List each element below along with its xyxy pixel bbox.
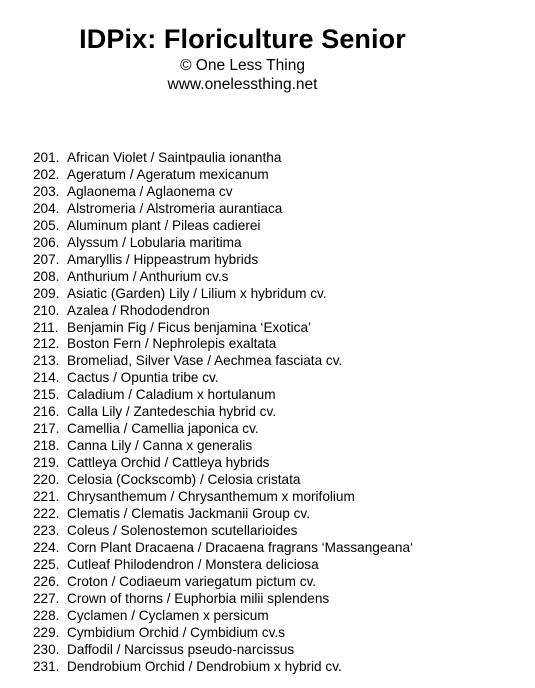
list-item xyxy=(33,150,413,167)
item-number: 220. xyxy=(33,472,60,488)
list-item xyxy=(33,387,413,404)
item-number: 227. xyxy=(33,590,60,606)
list-item xyxy=(33,286,413,303)
item-number: 222. xyxy=(33,506,60,522)
list-item xyxy=(33,523,413,540)
item-plant-name: Alstromeria / Alstromeria aurantiaca xyxy=(67,200,283,216)
list-item xyxy=(33,659,413,676)
item-number: 211. xyxy=(33,319,59,335)
item-number: 207. xyxy=(33,251,60,267)
item-number: 201. xyxy=(33,150,60,165)
list-item xyxy=(33,625,413,642)
item-number: 209. xyxy=(33,285,60,301)
item-plant-name: Crown of thorns / Euphorbia milii splendens xyxy=(67,590,330,606)
item-number: 216. xyxy=(33,404,60,420)
item-plant-name: Canna Lily / Canna x generalis xyxy=(67,438,253,454)
item-number: 210. xyxy=(33,302,60,318)
list-item xyxy=(33,404,413,421)
item-number: 212. xyxy=(33,336,60,352)
item-plant-name: Calla Lily / Zantedeschia hybrid cv. xyxy=(67,404,277,420)
list-item xyxy=(33,370,413,387)
document-title: IDPix: Floriculture Senior xyxy=(79,24,406,54)
item-plant-name: Azalea / Rhododendron xyxy=(67,302,210,318)
list-item xyxy=(33,472,413,489)
item-plant-name: Cymbidium Orchid / Cymbidium cv.s xyxy=(67,624,286,640)
item-number: 213. xyxy=(33,353,60,369)
item-number: 229. xyxy=(33,624,60,640)
copyright-line: © One Less Thing xyxy=(180,57,305,74)
list-item xyxy=(33,455,413,472)
item-plant-name: Cutleaf Philodendron / Monstera deliciosa xyxy=(67,556,319,572)
list-item xyxy=(33,540,413,557)
item-number: 230. xyxy=(33,641,60,657)
list-item xyxy=(33,167,413,184)
item-number: 203. xyxy=(33,183,60,199)
list-item xyxy=(33,269,413,286)
item-plant-name: Aluminum plant / Pileas cadierei xyxy=(67,217,261,233)
item-plant-name: Anthurium / Anthurium cv.s xyxy=(67,268,229,284)
list-item xyxy=(33,591,413,608)
item-plant-name: Asiatic (Garden) Lily / Lilium x hybridum cv. xyxy=(67,285,327,301)
item-plant-name: Bromeliad, Silver Vase / Aechmea fasciata cv. xyxy=(67,353,343,369)
list-item xyxy=(33,320,413,337)
item-plant-name: Coleus / Solenostemon scutellarioides xyxy=(67,522,298,538)
item-number: 204. xyxy=(33,200,60,216)
item-number: 217. xyxy=(33,421,60,437)
item-number: 219. xyxy=(33,455,60,471)
list-item xyxy=(33,201,413,218)
item-number: 215. xyxy=(33,387,60,403)
item-plant-name: Ageratum / Ageratum mexicanum xyxy=(67,166,269,182)
item-plant-name: Amaryllis / Hippeastrum hybrids xyxy=(67,251,259,267)
item-number: 205. xyxy=(33,217,60,233)
item-number: 221. xyxy=(33,489,60,505)
item-plant-name: Daffodil / Narcissus pseudo-narcissus xyxy=(67,641,295,657)
item-number: 218. xyxy=(33,438,60,454)
item-plant-name: African Violet / Saintpaulia ionantha xyxy=(67,150,282,165)
item-plant-name: Camellia / Camellia japonica cv. xyxy=(67,421,259,437)
list-item xyxy=(33,438,413,455)
plant-list xyxy=(33,150,413,676)
list-item xyxy=(33,235,413,252)
item-plant-name: Dendrobium Orchid / Dendrobium x hybrid cv. xyxy=(67,658,342,674)
item-plant-name: Benjamin Fig / Ficus benjamina ‘Exotica’ xyxy=(67,319,312,335)
item-number: 225. xyxy=(33,556,60,572)
list-item xyxy=(33,421,413,438)
item-plant-name: Corn Plant Dracaena / Dracaena fragrans ‘Massangeana‘ xyxy=(67,539,414,555)
item-plant-name: Croton / Codiaeum variegatum pictum cv. xyxy=(67,573,317,589)
list-item xyxy=(33,574,413,591)
item-plant-name: Chrysanthemum / Chrysanthemum x morifolium xyxy=(67,489,355,505)
item-number: 214. xyxy=(33,370,60,386)
list-item xyxy=(33,252,413,269)
item-number: 202. xyxy=(33,166,60,182)
item-plant-name: Cyclamen / Cyclamen x persicum xyxy=(67,607,269,623)
item-number: 206. xyxy=(33,234,60,250)
list-item xyxy=(33,642,413,659)
item-number: 224. xyxy=(33,539,60,555)
item-plant-name: Aglaonema / Aglaonema cv xyxy=(67,183,233,199)
list-item xyxy=(33,489,413,506)
list-item xyxy=(33,336,413,353)
list-item xyxy=(33,218,413,235)
list-item xyxy=(33,303,413,320)
list-item xyxy=(33,506,413,523)
item-plant-name: Boston Fern / Nephrolepis exaltata xyxy=(67,336,277,352)
item-plant-name: Alyssum / Lobularia maritima xyxy=(67,234,242,250)
item-plant-name: Caladium / Caladium x hortulanum xyxy=(67,387,276,403)
document-header xyxy=(0,22,485,94)
item-plant-name: Cactus / Opuntia tribe cv. xyxy=(67,370,219,386)
item-plant-name: Cattleya Orchid / Cattleya hybrids xyxy=(67,455,270,471)
item-number: 223. xyxy=(33,522,60,538)
item-number: 228. xyxy=(33,607,60,623)
website-line: www.onelessthing.net xyxy=(167,76,318,93)
list-item xyxy=(33,608,413,625)
list-item xyxy=(33,557,413,574)
item-plant-name: Clematis / Clematis Jackmanii Group cv. xyxy=(67,506,310,522)
list-item xyxy=(33,353,413,370)
item-number: 208. xyxy=(33,268,60,284)
item-plant-name: Celosia (Cockscomb) / Celosia cristata xyxy=(67,472,301,488)
list-item xyxy=(33,184,413,201)
item-number: 226. xyxy=(33,573,60,589)
item-number: 231. xyxy=(33,658,60,674)
